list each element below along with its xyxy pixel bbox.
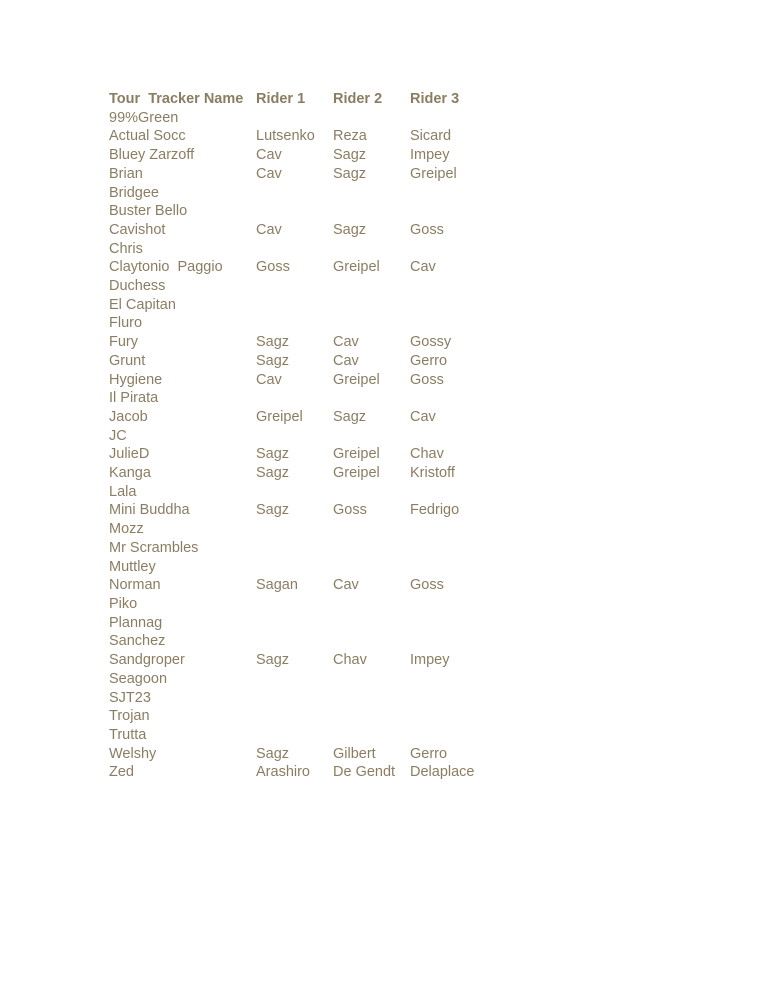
rider-3-cell [410, 427, 500, 446]
rider-2-cell [333, 184, 410, 203]
rider-3-cell: Delaplace [410, 764, 475, 781]
tracker-name-cell: Zed [109, 764, 134, 781]
tracker-name-cell: Piko [109, 595, 138, 612]
rider-1-cell [256, 726, 333, 745]
table-row [109, 501, 500, 520]
table-row [109, 109, 500, 128]
rider-3-cell [410, 539, 500, 558]
rider-3-cell [410, 595, 500, 614]
rider-2-cell [333, 632, 410, 651]
rider-3-cell [410, 558, 500, 577]
rider-2-cell: Cav [333, 352, 359, 369]
table-row [109, 258, 500, 277]
rider-3-cell [410, 314, 500, 333]
rider-1-cell: Sagz [256, 334, 290, 351]
table-row [109, 763, 500, 782]
tracker-name-cell: Il Pirata [109, 390, 159, 407]
rider-2-cell [333, 707, 410, 726]
rider-2-cell [333, 314, 410, 333]
rider-3-cell: Goss [410, 221, 444, 238]
tracker-name-cell: Seagoon [109, 670, 168, 687]
rider-3-cell: Chav [410, 446, 444, 463]
rider-3-cell [410, 296, 500, 315]
rider-1-cell: Lutsenko [256, 128, 315, 145]
rider-3-cell [410, 670, 500, 689]
rider-2-cell: Sagz [333, 165, 367, 182]
rider-3-cell [410, 632, 500, 651]
rider-1-cell [256, 539, 333, 558]
rider-1-cell [256, 670, 333, 689]
table-row [109, 165, 500, 184]
table-row [109, 576, 500, 595]
rider-3-cell: Goss [410, 371, 444, 388]
rider-2-cell [333, 520, 410, 539]
rider-3-cell: Sicard [410, 128, 452, 145]
header-rider-3: Rider 3 [410, 91, 460, 107]
rider-picks-table [109, 90, 500, 782]
tracker-name-cell: Cavishot [109, 221, 166, 238]
rider-1-cell [256, 240, 333, 259]
rider-1-cell: Goss [256, 259, 290, 276]
tracker-name-cell: Kanga [109, 465, 151, 482]
table-row [109, 726, 500, 745]
rider-2-cell [333, 595, 410, 614]
rider-1-cell [256, 109, 333, 128]
table-row [109, 745, 500, 764]
tracker-name-cell: Mini Buddha [109, 502, 190, 519]
table-row [109, 127, 500, 146]
rider-3-cell: Cav [410, 259, 436, 276]
rider-1-cell [256, 689, 333, 708]
rider-2-cell: Greipel [333, 371, 380, 388]
rider-2-cell: Cav [333, 577, 359, 594]
tracker-name-cell: Sanchez [109, 633, 166, 650]
table-row [109, 240, 500, 259]
tracker-name-cell: Trojan [109, 708, 150, 725]
table-row [109, 184, 500, 203]
table-row [109, 651, 500, 670]
table-row [109, 221, 500, 240]
rider-2-cell [333, 670, 410, 689]
rider-3-cell: Fedrigo [410, 502, 460, 519]
rider-2-cell [333, 202, 410, 221]
rider-2-cell: De Gendt [333, 764, 396, 781]
tracker-name-cell: Sandgroper [109, 652, 185, 669]
tracker-name-cell: Mozz [109, 521, 144, 538]
rider-3-cell [410, 277, 500, 296]
rider-1-cell: Cav [256, 371, 282, 388]
rider-1-cell [256, 184, 333, 203]
rider-1-cell [256, 202, 333, 221]
rider-1-cell [256, 427, 333, 446]
rider-1-cell: Sagz [256, 502, 290, 519]
rider-2-cell [333, 689, 410, 708]
table-row [109, 333, 500, 352]
rider-2-cell: Greipel [333, 259, 380, 276]
rider-3-cell [410, 184, 500, 203]
table-row [109, 202, 500, 221]
rider-1-cell: Cav [256, 147, 282, 164]
rider-1-cell: Greipel [256, 408, 303, 425]
rider-3-cell [410, 689, 500, 708]
rider-3-cell [410, 520, 500, 539]
rider-1-cell [256, 389, 333, 408]
table-row [109, 632, 500, 651]
tracker-name-cell: Trutta [109, 726, 147, 743]
table-row [109, 670, 500, 689]
tracker-name-cell: Fluro [109, 315, 143, 332]
rider-3-cell [410, 202, 500, 221]
rider-3-cell [410, 109, 500, 128]
table-row [109, 389, 500, 408]
tracker-name-cell: Hygiene [109, 371, 163, 388]
table-row [109, 445, 500, 464]
table-row [109, 483, 500, 502]
tracker-name-cell: Mr Scrambles [109, 539, 199, 556]
table-body [109, 109, 500, 782]
table-row [109, 689, 500, 708]
rider-3-cell: Gerro [410, 352, 448, 369]
rider-1-cell [256, 707, 333, 726]
rider-1-cell [256, 277, 333, 296]
table-row [109, 277, 500, 296]
rider-1-cell: Cav [256, 165, 282, 182]
rider-3-cell: Gerro [410, 745, 448, 762]
rider-3-cell: Impey [410, 147, 450, 164]
rider-2-cell: Chav [333, 652, 367, 669]
rider-1-cell [256, 614, 333, 633]
rider-2-cell [333, 240, 410, 259]
table-row [109, 371, 500, 390]
rider-1-cell: Sagan [256, 577, 298, 594]
rider-2-cell [333, 109, 410, 128]
rider-2-cell [333, 539, 410, 558]
tracker-name-cell: JC [109, 427, 127, 444]
rider-2-cell: Gilbert [333, 745, 376, 762]
table-row [109, 314, 500, 333]
header-tracker-name: Tour Tracker Name [109, 91, 244, 107]
rider-1-cell [256, 595, 333, 614]
rider-2-cell: Greipel [333, 465, 380, 482]
table-row [109, 558, 500, 577]
rider-3-cell [410, 483, 500, 502]
tracker-name-cell: Grunt [109, 352, 146, 369]
rider-1-cell: Sagz [256, 446, 290, 463]
rider-3-cell: Kristoff [410, 465, 455, 482]
tracker-name-cell: Duchess [109, 278, 166, 295]
rider-2-cell: Cav [333, 334, 359, 351]
rider-3-cell: Goss [410, 577, 444, 594]
rider-2-cell: Sagz [333, 147, 367, 164]
table-row [109, 707, 500, 726]
rider-3-cell [410, 707, 500, 726]
rider-1-cell [256, 296, 333, 315]
tracker-name-cell: Bluey Zarzoff [109, 147, 195, 164]
rider-3-cell: Cav [410, 408, 436, 425]
rider-1-cell: Cav [256, 221, 282, 238]
rider-3-cell [410, 240, 500, 259]
tracker-name-cell: Welshy [109, 745, 157, 762]
table-row [109, 595, 500, 614]
tracker-name-cell: Bridgee [109, 184, 159, 201]
tracker-name-cell: Fury [109, 334, 138, 351]
tracker-sheet [109, 90, 529, 782]
tracker-name-cell: Norman [109, 577, 161, 594]
rider-2-cell [333, 483, 410, 502]
rider-2-cell: Sagz [333, 221, 367, 238]
header-rider-1: Rider 1 [256, 91, 306, 107]
rider-3-cell [410, 389, 500, 408]
header-rider-2: Rider 2 [333, 91, 383, 107]
table-row [109, 408, 500, 427]
tracker-name-cell: Muttley [109, 558, 156, 575]
tracker-name-cell: Claytonio Paggio [109, 259, 223, 276]
rider-2-cell [333, 277, 410, 296]
rider-1-cell [256, 520, 333, 539]
rider-2-cell [333, 427, 410, 446]
tracker-name-cell: Jacob [109, 408, 148, 425]
table-row [109, 146, 500, 165]
header-row [109, 90, 500, 109]
table-row [109, 539, 500, 558]
rider-2-cell: Reza [333, 128, 367, 145]
table-row [109, 520, 500, 539]
table-row [109, 464, 500, 483]
table-row [109, 427, 500, 446]
tracker-name-cell: SJT23 [109, 689, 151, 706]
rider-2-cell [333, 558, 410, 577]
rider-1-cell: Sagz [256, 745, 290, 762]
tracker-name-cell: El Capitan [109, 296, 176, 313]
rider-2-cell: Sagz [333, 408, 367, 425]
rider-3-cell: Gossy [410, 334, 452, 351]
tracker-name-cell: Chris [109, 240, 143, 257]
rider-2-cell [333, 726, 410, 745]
rider-1-cell [256, 483, 333, 502]
rider-3-cell [410, 726, 500, 745]
rider-3-cell [410, 614, 500, 633]
rider-1-cell: Arashiro [256, 764, 310, 781]
rider-1-cell: Sagz [256, 652, 290, 669]
table-row [109, 614, 500, 633]
rider-3-cell: Greipel [410, 165, 457, 182]
rider-2-cell [333, 614, 410, 633]
rider-1-cell [256, 558, 333, 577]
table-row [109, 352, 500, 371]
rider-1-cell: Sagz [256, 352, 290, 369]
rider-2-cell [333, 296, 410, 315]
rider-2-cell: Greipel [333, 446, 380, 463]
rider-2-cell [333, 389, 410, 408]
tracker-name-cell: JulieD [109, 446, 150, 463]
tracker-name-cell: Buster Bello [109, 203, 188, 220]
rider-2-cell: Goss [333, 502, 367, 519]
tracker-name-cell: Actual Socc [109, 128, 186, 145]
rider-1-cell: Sagz [256, 465, 290, 482]
tracker-name-cell: Lala [109, 483, 137, 500]
tracker-name-cell: Brian [109, 165, 143, 182]
rider-1-cell [256, 632, 333, 651]
rider-1-cell [256, 314, 333, 333]
tracker-name-cell: Plannag [109, 614, 163, 631]
tracker-name-cell: 99%Green [109, 109, 179, 126]
rider-3-cell: Impey [410, 652, 450, 669]
table-row [109, 296, 500, 315]
